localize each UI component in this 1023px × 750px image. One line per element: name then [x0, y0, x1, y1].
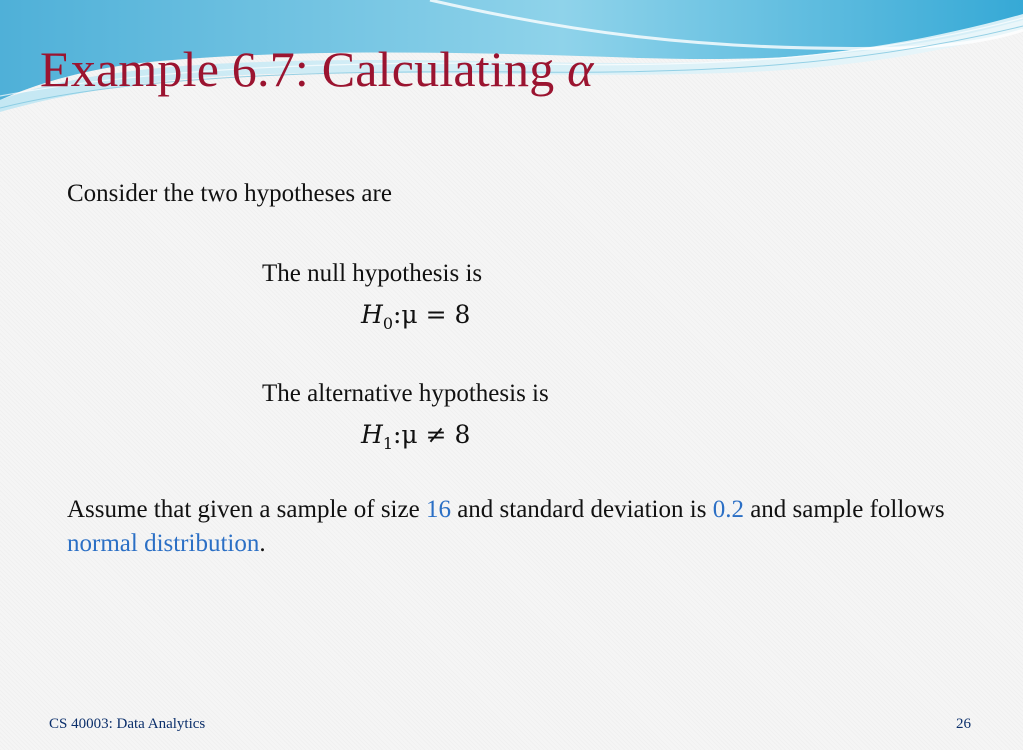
footer-course-label: CS 40003: Data Analytics	[49, 716, 206, 732]
assumption-paragraph	[67, 493, 967, 561]
alpha-symbol: α	[567, 41, 594, 97]
assumption-text-2: and standard deviation is	[450, 496, 713, 523]
null-hypothesis-var: H	[361, 300, 383, 329]
sample-size-value: 16	[425, 496, 451, 523]
slide-title	[40, 40, 594, 98]
distribution-term: normal distribution	[67, 530, 260, 557]
null-hypothesis-label: The null hypothesis is	[262, 260, 483, 287]
alternative-hypothesis-var: H	[361, 420, 383, 449]
null-hypothesis-sub: 0	[382, 314, 393, 333]
assumption-text-4: .	[259, 530, 266, 557]
slide-number: 26	[956, 716, 971, 732]
alternative-hypothesis-label: The alternative hypothesis is	[262, 380, 549, 407]
assumption-text-1: Assume that given a sample of size	[67, 496, 426, 523]
null-hypothesis-rest: :μ = 8	[393, 300, 471, 329]
alternative-hypothesis-sub: 1	[382, 434, 393, 453]
standard-deviation-value: 0.2	[712, 496, 744, 523]
alternative-hypothesis-rest: :μ ≠ 8	[393, 420, 471, 449]
alternative-hypothesis-formula	[361, 420, 470, 453]
intro-text: Consider the two hypotheses are	[67, 180, 392, 207]
slide-title-text: Example 6.7: Calculating	[40, 41, 555, 97]
null-hypothesis-formula	[361, 300, 470, 333]
assumption-text-3: and sample follows	[743, 496, 945, 523]
